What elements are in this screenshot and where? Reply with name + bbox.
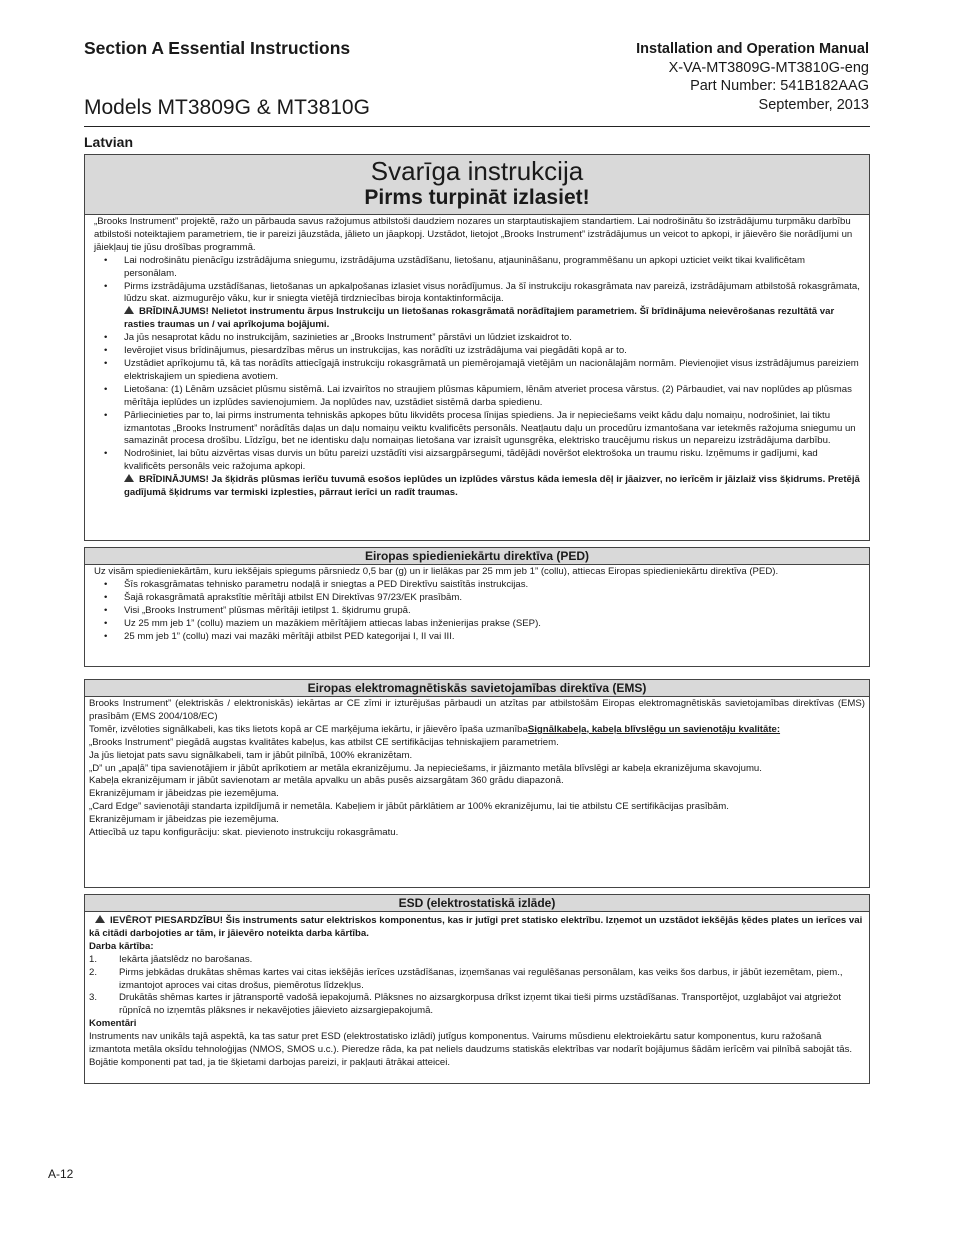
ped-bullets [94, 579, 860, 644]
emc-line: „D” un „apaļā” tipa savienotājiem ir jābūt aprīkotiem ar metāla ekranizējumu. Ja nepieciešams, ir jāizmanto metāla blīvslēgi ar kabeļa ekranizējuma skavojumu. [89, 762, 762, 774]
page-number: A-12 [48, 1167, 74, 1181]
step-number: 1. [89, 953, 98, 965]
ped-box [84, 547, 870, 667]
warning-2 [94, 474, 860, 500]
important-instructions-box [84, 154, 870, 541]
warning-1-text: BRĪDINĀJUMS! Nelietot instrumentu ārpus Instrukciju un lietošanas rokasgrāmatā norādītajiem parametriem. Šī brīdinājuma neievērošanas rezultātā var rasties traumas un / vai aprīkojuma bojājumi. [124, 306, 835, 331]
list-item: • Lietošana: (1) Lēnām uzsāciet plūsmu sistēmā. Lai izvairītos no straujiem plūsmas kāpumiem, lēnām atveriet procesa vārstus. (2) Pārbaudiet, vai nav noplūdes ap plūsmas mērītāja ieplūdes un izplūdes savienojumiem. Ja noplūdes nav, uzstādiet sistēmā darba spiedienu. [94, 384, 860, 410]
emc-line: Attiecībā uz tapu konfigurāciju: skat. pievienoto instrukciju rokasgrāmatu. [89, 827, 399, 839]
list-item: • Nodrošiniet, lai būtu aizvērtas visas durvis un būtu pareizi uzstādīti visi aizsargpārsegumi, tādējādi novēršot elektrošoka un traumu risku. Izņēmums ir gadījumi, kad kvalificēts personāls veic ražojuma apkopi. [94, 448, 860, 474]
important-subtitle: Pirms turpināt izlasiet! [364, 186, 590, 209]
emc-line: Kabeļa ekranizējumam ir jābūt savienotam ar metāla apvalku un abās pusēs aizsargātam 360 grādu diapazonā. [89, 775, 564, 787]
part-number: Part Number: 541B182AAG [690, 78, 869, 94]
important-bullets-a [94, 255, 860, 307]
doc-date: September, 2013 [758, 96, 869, 113]
important-intro: „Brooks Instrument” projektē, ražo un pārbauda savus ražojumus atbilstoši daudziem nozares un starptautiskajiem standartiem. Lai nodrošinātu šo izstrādājumu turpmāku darbību atbilstoši noteiktajiem parametriem, tie ir pareizi jāuzstāda, jālieto un jāapkopj. Uzstādot, lietojot „Brooks Instrument” izstrādājumus un veicot to apkopi, ir jāievēro šie norādījumi un jāiekļauj tie jūsu drošības programmā. [94, 216, 853, 253]
emc-title: Eiropas elektromagnētiskās savietojamības direktīva (EMS) [85, 680, 869, 697]
esd-procedure-label: Darba kārtība: [89, 940, 154, 952]
step-number: 2. [89, 966, 98, 978]
emc-body [85, 697, 869, 840]
esd-box [84, 894, 870, 1084]
ped-title: Eiropas spiedieniekārtu direktīva (PED) [85, 548, 869, 565]
emc-box [84, 679, 870, 888]
caution-icon [95, 915, 105, 923]
step-text: Iekārta jāatslēdz no barošanas. [119, 953, 253, 965]
step-text: Pirms jebkādas drukātas shēmas kartes vai citas iekšējās ierīces uzstādīšanas, izņemšanas vai regulēšanas personālam, kas veiks šos darbus, ir jābūt iezemētam, piem., izmantojot aproces vai citas drošus, piemērotus līdzekļus. [119, 966, 843, 991]
emc-p1: Brooks Instrument” (elektriskās / elektroniskās) iekārtas ar CE zīmi ir izturējušas pārbaudi un atzītas par atbilstošām Eiropas elektromagnētiskās savietojamības direktīvas (EMS) prasībām (EMS 2004/108/EC) [89, 698, 865, 722]
list-item: • Visi „Brooks Instrument” plūsmas mērītāji ietilpst 1. šķidrumu grupā. [94, 605, 860, 618]
important-bullets-b [94, 332, 860, 474]
list-item: • Lai nodrošinātu pienācīgu izstrādājuma sniegumu, izstrādājuma uzstādīšanu, lietošanu, atjaunināšanu, programmēšanu un apkopi uzticiet veikt tikai kvalificētam personālam. [94, 255, 860, 281]
warning-1 [94, 306, 860, 332]
list-item: • Šīs rokasgrāmatas tehnisko parametru nodaļā ir sniegtas a PED Direktīvu saistītās instrukcijas. [94, 579, 860, 592]
esd-title: ESD (elektrostatiskā izlāde) [85, 895, 869, 912]
list-item: • Šajā rokasgrāmatā aprakstītie mērītāji atbilst EN Direktīvas 97/23/EK prasībām. [94, 592, 860, 605]
esd-step [89, 967, 865, 993]
list-item: • Uzstādiet aprīkojumu tā, kā tas norādīts attiecīgajā instrukciju rokasgrāmatā un piemērojamajā vietējām un nacionālajām normām. Pievienojiet visus izstrādājumus pareiziem elektriskajiem un spiediena avotiem. [94, 358, 860, 384]
esd-steps [89, 954, 865, 1019]
list-item: • Ievērojiet visus brīdinājumus, piesardzības mērus un instrukcijas, kas norādīti uz izstrādājuma vai piegādāti kopā ar to. [94, 345, 860, 358]
emc-p2 [89, 724, 865, 737]
important-body [85, 215, 869, 500]
esd-caution-text: IEVĒROT PIESARDZĪBU! Šis instruments satur elektriskos komponentus, kas ir jutīgi pret statisko elektrību. Izņemot un uzstādot iekšējās ķēdes plates un ierīces vai kā citādi darbojoties ar tām, ir jāievēro noteikta darba kārtība. [89, 915, 863, 939]
list-item: • Ja jūs nesaprotat kādu no instrukcijām, sazinieties ar „Brooks Instrument” pārstāvi un lūdziet izskaidrot to. [94, 332, 860, 345]
esd-step [89, 954, 865, 967]
important-title: Svarīga instrukcija [370, 156, 584, 186]
header-divider [84, 126, 870, 127]
warning-icon [124, 306, 134, 314]
manual-info [636, 40, 869, 114]
warning-2-text: BRĪDINĀJUMS! Ja šķidrās plūsmas ierīču tuvumā esošos ieplūdes un izplūdes vārstus kāda iemesla dēļ ir jāaizver, no ierīcēm ir jāizlaiž viss šķidrums. Pretējā gadījumā šķidrums var termiski izplesties, pārraut ierīci un radīt traumas. [124, 474, 860, 499]
esd-comments-label: Komentāri [89, 1018, 137, 1030]
list-item: • Uz 25 mm jeb 1” (collu) maziem un mazākiem mērītājiem attiecas labas inženierijas prakse (SEP). [94, 618, 860, 631]
esd-comments: Instruments nav unikāls tajā aspektā, ka tas satur pret ESD (elektrostatisko izlādi) jutīgus komponentus. Vairums mūsdienu elektroiekārtu satur komponentus, kuru ražošanā izmantota metāla oksīdu tehnoloģijas (NMOS, SMOS u.c.). Pieredze rāda, ka pat neliels daudzums statiskās elektrības var nodarīt bojājumus šādām ierīcēm vai pilnībā sabojāt tās. Bojātie komponenti pat tad, ja tie šķietami darbojas pareizi, ir pakļauti ātrākai atteicei. [89, 1031, 853, 1068]
esd-step [89, 992, 865, 1018]
models-title: Models MT3809G & MT3810G [84, 96, 370, 119]
emc-line: Ja jūs lietojat pats savu signālkabeli, tam ir jābūt pilnībā, 100% ekranizētam. [89, 749, 413, 761]
list-item: • Pirms izstrādājuma uzstādīšanas, lietošanas un apkalpošanas izlasiet visus norādījumus. Ja šī instrukciju rokasgrāmata nav pareizā, izstrādājumam atbilstošā rokasgrāmata, lūdzu skat. aizmugurējo vāku, kur ir sniegta vietējā tirdzniecības biroja kontaktinformācija. [94, 281, 860, 307]
list-item: • Pārliecinieties par to, lai pirms instrumenta tehniskās apkopes būtu likvidēts procesa līnijas spiediens. Ja ir nepieciešams veikt kādu daļu nomaiņu, nodrošiniet, lai tiktu izmantotas „Brooks Instrument” norādītās daļas un daļu nomaiņu veiktu kvalificēts personāls. Neatļautu daļu un procedūru izmantošana var ietekmēs ražojuma sniegumu un samazināt procesa drošību. Līdzīgu, bet ne identisku daļu nomaiņas lietošana var izraisīt ugunsgrēka, elektrisko traucējumu riskus un nepareizu izstrādājuma darbību. [94, 410, 860, 449]
emc-line: Ekranizējumam ir jābeidzas pie iezemējuma. [89, 788, 279, 800]
emc-p2-text: Tomēr, izvēloties signālkabeli, kas tiks lietots kopā ar CE marķējuma iekārtu, ir jāievēro īpaša uzmanība [89, 723, 528, 735]
list-item: • 25 mm jeb 1” (collu) mazi vai mazāki mērītāji atbilst PED kategorijai I, II vai III. [94, 631, 860, 644]
important-header [85, 155, 869, 215]
emc-p2-bold: Signālkabeļa, kabeļa blīvslēgu un savienotāju kvalitāte: [527, 723, 781, 735]
emc-line: „Brooks Instrument” piegādā augstas kvalitātes kabeļus, kas atbilst CE sertifikācijas tehniskajiem parametriem. [89, 736, 559, 748]
emc-line: „Card Edge” savienotāji standarta izpildījumā ir nemetāla. Kabeļiem ir jābūt pārklātiem ar 100% ekranizējumu, lai tie atbilstu CE sertifikācijas prasībām. [89, 801, 729, 813]
esd-body [85, 912, 869, 1070]
warning-icon [124, 474, 134, 482]
emc-lines [89, 737, 865, 840]
manual-title: Installation and Operation Manual [636, 41, 869, 57]
ped-body [85, 565, 869, 643]
step-number: 3. [89, 992, 98, 1004]
section-title: Section A Essential Instructions [84, 38, 351, 58]
ped-intro: Uz visām spiedieniekārtām, kuru iekšējais spiegums pārsniedz 0,5 bar (g) un ir lielākas par 25 mm jeb 1” (collu), attiecas Eiropas spiedieniekārtu direktīva (PED). [94, 566, 779, 577]
step-text: Drukātās shēmas kartes ir jātransportē vadošā iepakojumā. Plāksnes no aizsargkorpusa drīkst izņemt tikai tieši pirms uzstādīšanas. Transportējot, uzglabājot vai atgriežot rūpnīcā no izņemtās plāksnes ir nekavējoties jāievieto aizsargiepakojumā. [119, 992, 841, 1017]
emc-line: Ekranizējumam ir jābeidzas pie iezemējuma. [89, 814, 279, 826]
doc-number: X-VA-MT3809G-MT3810G-eng [668, 59, 869, 76]
language-label: Latvian [84, 134, 134, 150]
esd-caution [89, 915, 865, 941]
